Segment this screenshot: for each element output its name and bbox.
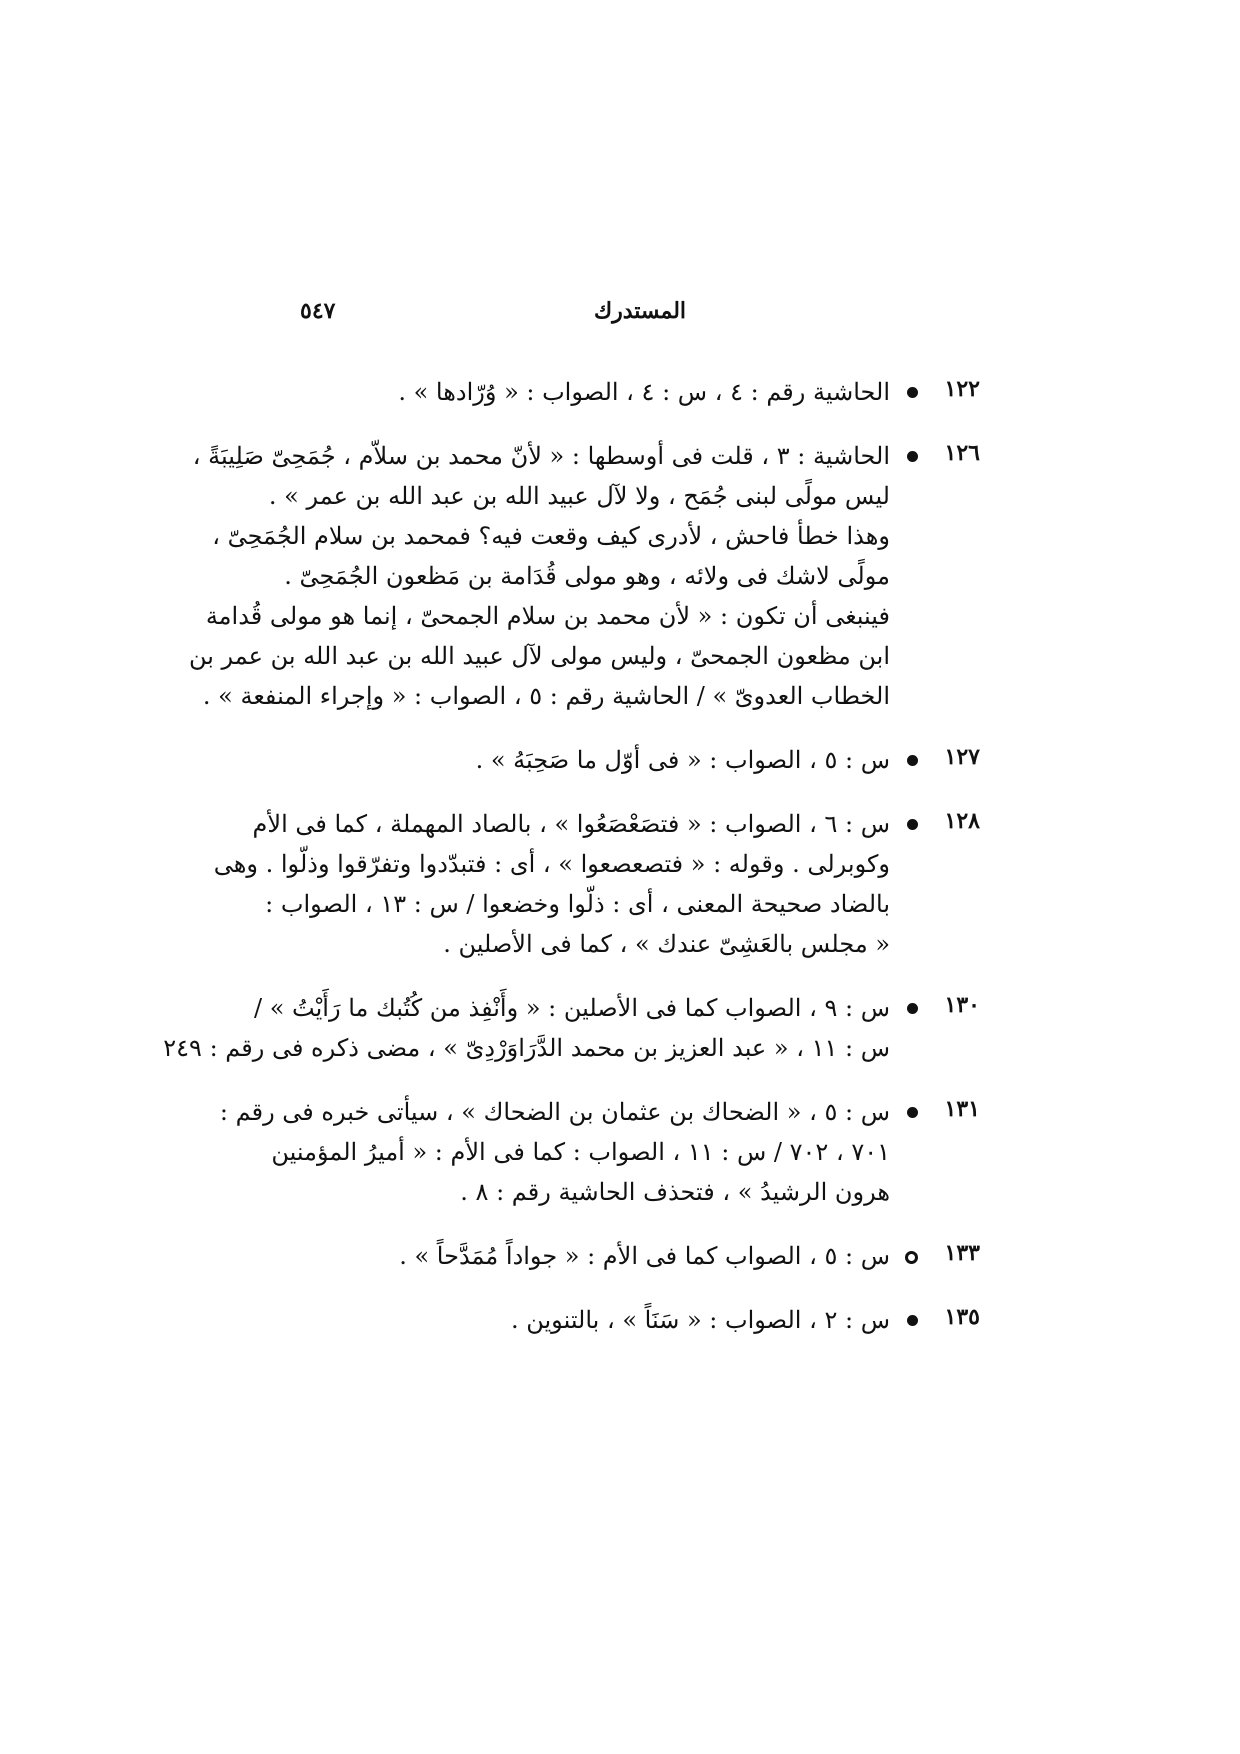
entry-marker	[892, 804, 980, 844]
entry-marker	[892, 1236, 980, 1276]
entry-line: ليس مولًى لبنى جُمَح ، ولا لآل عبيد الله بن عبد الله بن عمر » .	[268, 482, 890, 510]
entry-line: هرون الرشيدُ » ، فتحذف الحاشية رقم : ٨ .	[460, 1178, 890, 1206]
bullet-icon	[907, 387, 918, 398]
bullet-icon	[907, 819, 918, 830]
entry-text	[188, 436, 890, 716]
bullet-icon	[907, 1107, 918, 1118]
entry-line: س : ٥ ، الصواب كما فى الأم : « جواداً مُمَدَّحاً » .	[399, 1242, 890, 1270]
entry-line: س : ١١ ، « عبد العزيز بن محمد الدَّرَاوَرْدِىّ » ، مضى ذكره فى رقم : ٢٤٩	[163, 1034, 890, 1062]
entry-line: مولًى لاشك فى ولائه ، وهو مولى قُدَامة بن مَظعون الجُمَحِىّ .	[284, 562, 890, 590]
entry-number: ١٣٥	[944, 1304, 980, 1330]
entry-line: الحاشية : ٣ ، قلت فى أوسطها : « لأنّ محمد بن سلاّم ، جُمَحِىّ صَلِيبَةً ،	[192, 442, 890, 470]
entry-marker	[892, 436, 980, 476]
entry-line: الحاشية رقم : ٤ ، س : ٤ ، الصواب : « وُرّادها » .	[398, 378, 890, 406]
list-item	[280, 372, 980, 412]
entry-line: « مجلس بالعَشِىّ عندك » ، كما فى الأصلين .	[443, 930, 890, 958]
entry-line: بالضاد صحيحة المعنى ، أى : ذلّوا وخضعوا / س : ١٣ ، الصواب :	[265, 890, 890, 918]
entry-line: الخطاب العدوىّ » / الحاشية رقم : ٥ ، الصواب : « وإجراء المنفعة » .	[202, 682, 890, 710]
list-item	[188, 436, 980, 716]
entry-marker	[892, 1092, 980, 1132]
entry-line: فينبغى أن تكون : « لأن محمد بن سلام الجمحىّ ، إنما هو مولى قُدامة	[205, 602, 890, 630]
entry-number: ١٣٠	[944, 992, 980, 1018]
page-number: ٥٤٧	[300, 298, 336, 324]
list-item	[280, 740, 980, 780]
entry-marker	[892, 740, 980, 780]
list-item	[219, 1092, 980, 1212]
entry-line: ٧٠١ ، ٧٠٢ / س : ١١ ، الصواب : كما فى الأم : « أميرُ المؤمنين	[271, 1138, 890, 1166]
entry-marker	[892, 1300, 980, 1340]
hollow-bullet-icon	[905, 1251, 918, 1264]
entry-text	[219, 1092, 890, 1212]
entry-number: ١٢٧	[944, 744, 980, 770]
entry-text	[280, 1236, 890, 1276]
entry-line: وهذا خطأ فاحش ، لأدرى كيف وقعت فيه؟ فمحمد بن سلام الجُمَحِىّ ،	[212, 522, 890, 550]
entry-line: س : ٢ ، الصواب : « سَنَاً » ، بالتنوين .	[510, 1306, 890, 1334]
entry-text	[280, 740, 890, 780]
page-title: المستدرك	[593, 298, 687, 324]
entry-line: س : ٥ ، « الضحاك بن عثمان بن الضحاك » ، سيأتى خبره فى رقم :	[219, 1098, 890, 1126]
bullet-icon	[907, 1315, 918, 1326]
running-head	[290, 298, 990, 338]
entry-number: ١٢٢	[944, 376, 980, 402]
entries-list	[163, 372, 980, 1364]
bullet-icon	[907, 451, 918, 462]
list-item	[163, 988, 980, 1068]
entry-marker	[892, 372, 980, 412]
entry-line: وكوبرلى . وقوله : « فتصعصعوا » ، أى : فتبدّدوا وتفرّقوا وذلّوا . وهى	[213, 850, 890, 878]
entry-text	[213, 804, 890, 964]
entry-text	[280, 372, 890, 412]
entry-line: س : ٩ ، الصواب كما فى الأصلين : « وأَنْفِذ من كُتُبك ما رَأَيْتُ » /	[254, 994, 890, 1022]
entry-line: س : ٦ ، الصواب : « فتصَعْصَعُوا » ، بالصاد المهملة ، كما فى الأم	[252, 810, 890, 838]
list-item	[280, 1236, 980, 1276]
entry-marker	[892, 988, 980, 1028]
bullet-icon	[907, 1003, 918, 1014]
entry-number: ١٢٨	[944, 808, 980, 834]
list-item	[280, 1300, 980, 1340]
entry-line: س : ٥ ، الصواب : « فى أوّل ما صَحِبَهُ » .	[475, 746, 890, 774]
entry-text	[280, 1300, 890, 1340]
list-item	[213, 804, 980, 964]
entry-number: ١٣٣	[944, 1240, 980, 1266]
entry-number: ١٢٦	[944, 440, 980, 466]
entry-line: ابن مظعون الجمحىّ ، وليس مولى لآل عبيد الله بن عبد الله بن عمر بن	[188, 642, 890, 670]
entry-text	[163, 988, 890, 1068]
bullet-icon	[907, 755, 918, 766]
entry-number: ١٣١	[944, 1096, 980, 1122]
